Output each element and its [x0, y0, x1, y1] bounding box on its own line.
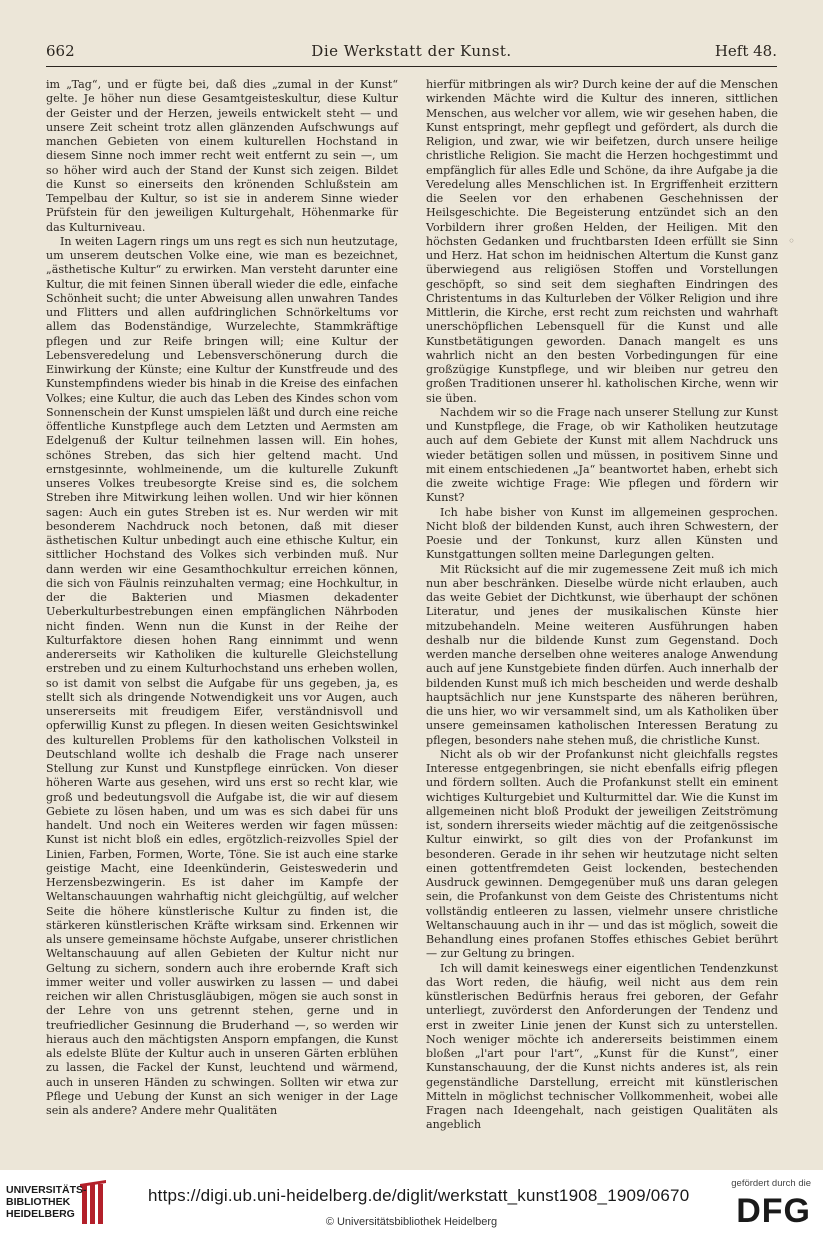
paragraph: Ich will damit keineswegs einer eigentlichen Tendenzkunst das Wort reden, die häufig, weil nicht aus dem rein künstlerischen Bedürfnis heraus frei geboren, der Gefahr unterliegt, zuvörderst den Anforderungen der Tendenz und erst in zweiter Linie jenen der Kunst sich zu unterstellen. Noch weniger möchte ich andererseits beistimmen einem bloßen „l'art pour l'art“, „Kunst für die Kunst“, einer Kunstanschauung, der die Kunst nichts anderes ist, als rein gegenständliche Darstellung, erreicht mit künstlerischen Mitteln in möglichst technischer Vollkommenheit, wobei alle Fragen nach Ideengehalt, nach geistigen Qualitäten als angeblich — [426, 961, 778, 1132]
page-number: 662 — [46, 42, 75, 60]
running-title: Die Werkstatt der Kunst. — [311, 42, 512, 60]
footer-bar — [0, 1170, 823, 1245]
issue-number: Heft 48. — [714, 42, 777, 60]
right-column — [426, 78, 778, 1132]
paragraph: In weiten Lagern rings um uns regt es sich nun heutzutage, um unserem deutschen Volke eine, wie man es bezeichnet, „ästhetische Kultur“ zu erwirken. Man versteht darunter eine Kultur, die mit feinen Sinnen überall wieder die edle, einfache Schönheit sucht; die unter Abweisung allen unwahren Tandes und Flitters und allen aufdringlichen Schnörkeltums vor allem das Bodenständige, Wurzelechte, Stammkräftige pflegen und zur Reife bringen will; eine Kultur der Lebensveredelung und Lebensverschönerung durch die Einwirkung der Künste; eine Kultur der Kunstfreude und des Kunstempfindens wieder bis hinab in die Kreise des einfachen Volkes; eine Kultur, die auch das Leben des Kindes schon vom Sonnenschein der Kunst umspielen läßt und durch eine reiche öffentliche Kunstpflege auch dem Letzten und Aermsten am Edelgenuß der Kultur teilnehmen lassen will. Ein hohes, schönes Streben, das sich hier geltend macht. Und ernstgesinnte, wohlmeinende, um die kulturelle Zukunft unseres Volkes treubesorgte Kreise sind es, die solchem Streben ihre Mitwirkung leihen wollen. Und wir hier können sagen: Auch ein gutes Streben ist es. Nur werden wir mit besonderem Nachdruck noch betonen, daß mit dieser ästhetischen Kultur unbedingt auch eine ethische Kultur, ein sittlicher Hochstand des Volkes sich verbinden muß. Nur dann werden wir eine Gesamthochkultur erreichen können, die sich von Fäulnis reinzuhalten vermag; eine Hochkultur, in der die Bakterien und Miasmen dekadenter Ueberkulturbestrebungen einen empfänglichen Nährboden nicht finden. Wenn nun die Kunst in der Reihe der Kulturfaktore diesen hohen Rang einnimmt und wenn andererseits wir Katholiken die kulturelle Gleichstellung erstreben und zu einem Kulturhochstand uns erheben wollen, so ist damit von selbst die Aufgabe für uns gegeben, ja, es stellt sich als dringende Notwendigkeit uns vor Augen, auch unsererseits mit freudigem Eifer, verständnisvoll und opferwillig Kunst zu pflegen. In diesen weiten Gesichtswinkel des kulturellen Problems für den katholischen Volksteil in Deutschland wollte ich deshalb die Frage nach unserer Stellung zur Kunst und Kunstpflege einrücken. Von dieser höheren Warte aus gesehen, wird uns erst so recht klar, wie groß und bedeutungsvoll die Aufgabe ist, die wir auf diesem Gebiete zu lösen haben, und um was es sich dabei für uns handelt. Und noch ein Weiteres werden wir fagen müssen: Kunst ist nicht bloß ein edles, ergötzlich-reizvolles Spiel der Linien, Farben, Formen, Worte, Töne. Sie ist auch eine starke geistige Macht, eine Ideenkünderin, Geisteswederin und Herzensbezwingerin. Es ist daher im Kampfe der Weltanschauungen wahrhaftig nicht gleichgültig, auf welcher Seite die höhere künstlerische Kultur zu finden ist, die stärkeren künstlerischen Kräfte wirksam sind. Erkennen wir als unsere gemeinsame höchste Aufgabe, unserer christlichen Weltanschauung auf allen Gebieten der Kultur nicht nur Geltung zu sichern, sondern auch ihre erobernde Kraft sich immer weiter und voller auswirken zu lassen — und dabei reichen wir allen Christusgläubigen, mögen sie auch sonst in der Lehre von uns getrennt stehen, gerne und in treufriedlicher Gesinnung die Bruderhand —, so werden wir hieraus auch den mächtigsten Ansporn empfangen, die Kunst als edelste Blüte der Kultur auch in unseren Gärten erblühen zu lassen, die Fackel der Kunst, leuchtend und wärmend, auch in unseren Händen zu schwingen. Sollten wir etwa zur Pflege und Uebung der Kunst an sich weniger in der Lage sein als andere? Andere mehr Qualitäten — [46, 234, 398, 1117]
margin-mark-icon: ◦ — [788, 234, 796, 248]
dfg-logo: DFG — [736, 1192, 811, 1230]
left-column — [46, 78, 398, 1118]
paragraph: hierfür mitbringen als wir? Durch keine der auf die Menschen wirkenden Mächte wird die Kultur des inneren, sittlichen Menschen, aus welcher vor allem, wie wir gesehen haben, die Kunst entspringt, mehr gepflegt und gefördert, als durch die Religion, und zwar, wie wir beifetzen, durch unsere heilige christliche Religion. Sie macht die Herzen hochgestimmt und empfänglich für alles Edle und Schöne, da ihre Aufgabe ja die Veredelung alles Menschlichen ist. In Ergriffenheit erzittern die Seelen vor den erhabenen Geschehnissen der Heilsgeschichte. Die Begeisterung entzündet sich an den Vorbildern ihrer großen Helden, der Heiligen. Mit den höchsten Gedanken und fruchtbarsten Ideen erfüllt sie Sinn und Herz. Hat schon im heidnischen Altertum die Kunst ganz überwiegend aus religiösen Stoffen und Vorstellungen geschöpft, so sind seit dem sieghaften Eindringen des Christentums in das Kulturleben der Völker Religion und ihre Mittlerin, die Kirche, erst recht zum reichsten und wahrhaft unerschöpflichen Lebensquell für die Kunst und alle Kunstbetätigungen geworden. Danach mangelt es uns wahrlich nicht an den besten Vorbedingungen für eine großzügige Kunstpflege, und wir bleiben nur getreu den großen Traditionen unserer hl. katholischen Kirche, wenn wir sie üben. — [426, 78, 778, 405]
paragraph: im „Tag“, und er fügte bei, daß dies „zumal in der Kunst“ gelte. Je höher nun diese Gesamtgeisteskultur, diese Kultur der Geister und der Herzen, jeweils entwickelt steht — und unsere Zeit scheint trotz allen glänzenden Aufschwungs auf manchen Gebieten von einem kulturellen Hochstand in diesem Sinne noch immer recht weit entfernt zu sein —, um so höher wird auch der Stand der Kunst sich zeigen. Bildet die Kunst so einerseits den krönenden Schlußstein am Tempelbau der Kultur, so ist sie in anderem Sinne wieder Prüfstein für den jeweiligen Kulturgehalt, Höhenmarke für das Kulturniveau. — [46, 78, 398, 234]
paragraph: Nachdem wir so die Frage nach unserer Stellung zur Kunst und Kunstpflege, die Frage, ob wir Katholiken heutzutage auch auf dem Gebiete der Kunst mit allem Nachdruck uns wieder betätigen sollen und müssen, in positivem Sinne und mit einem entschiedenen „Ja“ beantwortet haben, erhebt sich die zweite wichtige Frage: Wie pflegen und fördern wir Kunst? — [426, 405, 778, 505]
funded-by-label: gefördert durch die — [731, 1178, 811, 1189]
library-name-line: HEIDELBERG — [6, 1208, 75, 1220]
library-name-line: UNIVERSITÄTS- — [6, 1184, 87, 1196]
library-name-line: BIBLIOTHEK — [6, 1196, 71, 1208]
paragraph: Mit Rücksicht auf die mir zugemessene Zeit muß ich mich nun aber beschränken. Dieselbe würde nicht erlauben, auch das weite Gebiet der Dichtkunst, wie überhaupt der schönen Literatur, und jenes der musikalischen Künste hier mitzubehandeln. Meine weiteren Ausführungen haben deshalb nur die bildende Kunst zum Gegenstand. Doch werden manche derselben ohne weiteres analoge Anwendung auch auf jene Kunstgebiete finden dürfen. Auch innerhalb der bildenden Kunst muß ich mich bescheiden und werde deshalb hauptsächlich nur jene Kunstsparte des näheren berühren, die uns hier, wo wir versammelt sind, um als Katholiken über unsere gemeinsamen katholischen Interessen Beratung zu pflegen, besonders nahe stehen muß, die christliche Kunst. — [426, 562, 778, 747]
paragraph: Nicht als ob wir der Profankunst nicht gleichfalls regstes Interesse entgegenbringen, sie nicht ebenfalls eifrig pflegen und fördern sollten. Auch die Profankunst stellt ein eminent wichtiges Kulturgebiet und Kulturmittel dar. Wie die Kunst im allgemeinen nicht bloß Produkt der jeweiligen Zeitströmung ist, sondern ihrerseits wieder mächtig auf die zeitgenössische Kultur einwirkt, so gilt dies von der Profankunst im besonderen. Gerade in ihr sehen wir heutzutage nicht selten einen gottentfremdeten Geist lockenden, bestechenden Ausdruck gewinnen. Demgegenüber muß uns daran gelegen sein, die Profankunst von dem Geiste des Christentums nicht vollständig entleeren zu lassen, vielmehr unsere christliche Weltanschauung auch in ihr — und das ist möglich, soweit die Behandlung eines profanen Stoffes ethisches Gebiet berührt — zur Geltung zu bringen. — [426, 747, 778, 961]
copyright-notice: © Universitätsbibliothek Heidelberg — [325, 1216, 498, 1228]
paragraph: Ich habe bisher von Kunst im allgemeinen gesprochen. Nicht bloß der bildenden Kunst, auch ihren Schwestern, der Poesie und der Tonkunst, kurz allen Künsten und Kunstgattungen sollten meine Darlegungen gelten. — [426, 505, 778, 562]
page-header — [46, 36, 777, 67]
permalink-url[interactable]: https://digi.ub.uni-heidelberg.de/diglit/werkstatt_kunst1908_1909/0670 — [148, 1186, 690, 1205]
